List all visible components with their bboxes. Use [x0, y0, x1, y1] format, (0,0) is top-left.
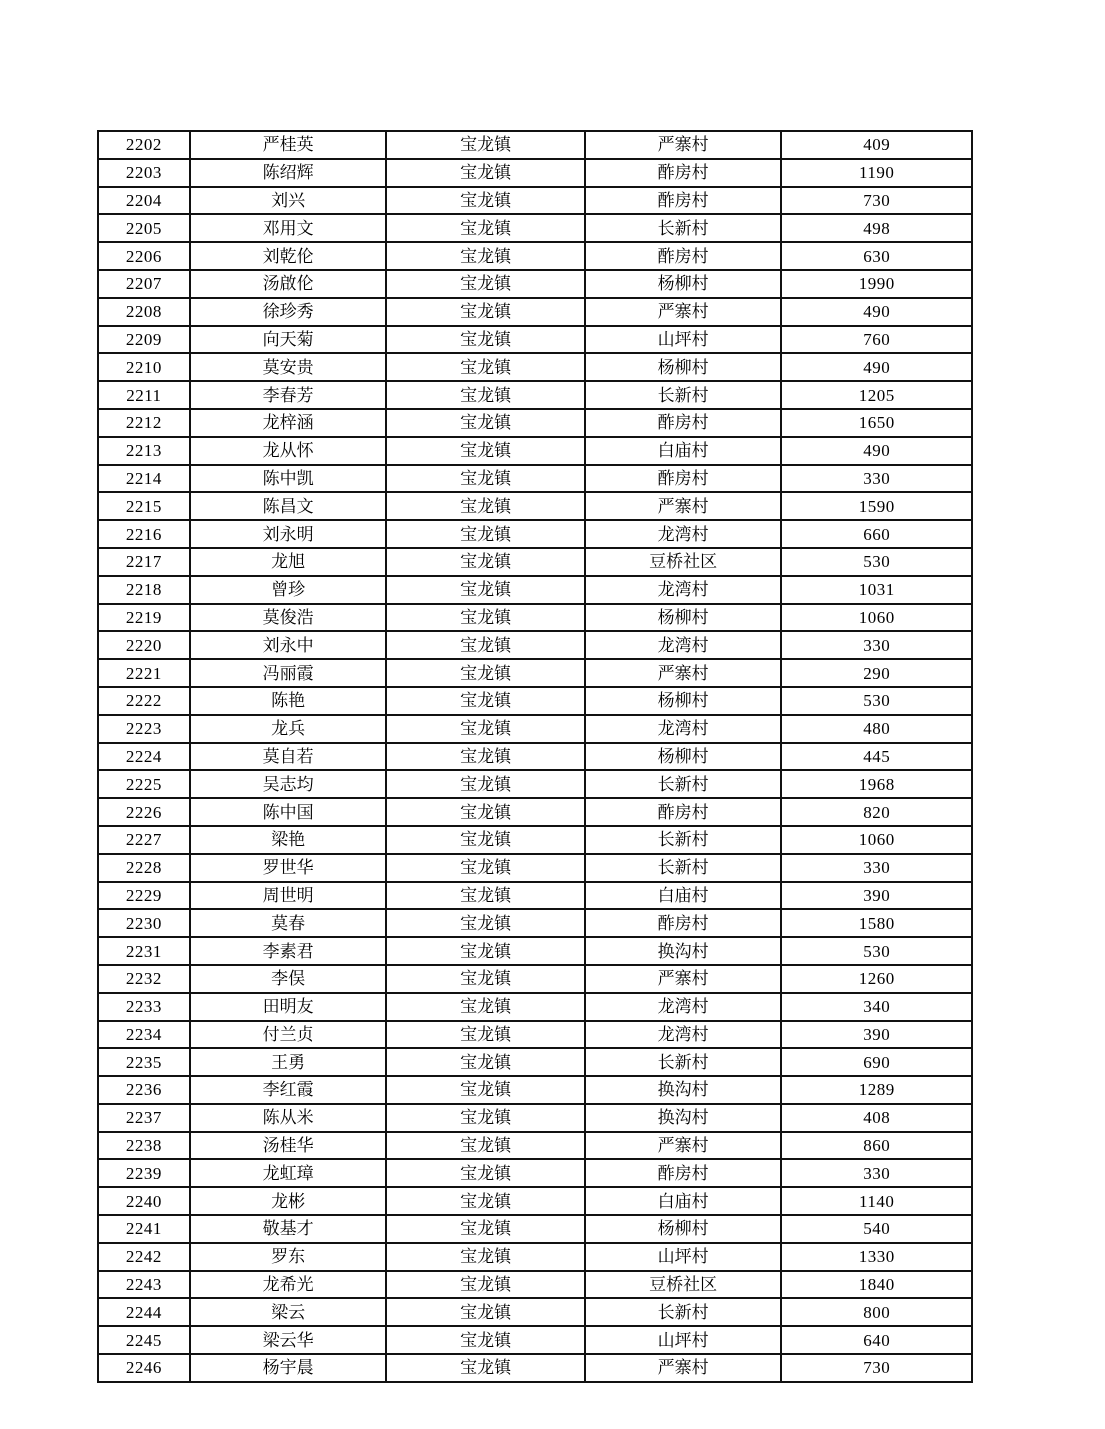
- cell-amount: 409: [781, 131, 972, 159]
- cell-amount: 860: [781, 1132, 972, 1160]
- table-row: [98, 687, 972, 715]
- cell-serial-number: 2236: [98, 1076, 190, 1104]
- cell-town-name: 宝龙镇: [386, 1048, 584, 1076]
- cell-serial-number: 2240: [98, 1187, 190, 1215]
- cell-person-name: 邓用文: [190, 214, 387, 242]
- cell-serial-number: 2234: [98, 1021, 190, 1049]
- table-row: [98, 381, 972, 409]
- cell-amount: 330: [781, 465, 972, 493]
- cell-amount: 408: [781, 1104, 972, 1132]
- cell-serial-number: 2203: [98, 159, 190, 187]
- table-row: [98, 1187, 972, 1215]
- cell-town-name: 宝龙镇: [386, 381, 584, 409]
- cell-village-name: 严寨村: [585, 659, 782, 687]
- cell-town-name: 宝龙镇: [386, 743, 584, 771]
- cell-amount: 660: [781, 520, 972, 548]
- cell-serial-number: 2212: [98, 409, 190, 437]
- cell-town-name: 宝龙镇: [386, 1271, 584, 1299]
- cell-village-name: 山坪村: [585, 1243, 782, 1271]
- cell-amount: 290: [781, 659, 972, 687]
- cell-town-name: 宝龙镇: [386, 548, 584, 576]
- cell-town-name: 宝龙镇: [386, 1132, 584, 1160]
- cell-person-name: 徐珍秀: [190, 298, 387, 326]
- table-row: [98, 159, 972, 187]
- cell-serial-number: 2214: [98, 465, 190, 493]
- table-row: [98, 909, 972, 937]
- cell-amount: 330: [781, 1159, 972, 1187]
- cell-village-name: 酢房村: [585, 409, 782, 437]
- cell-serial-number: 2244: [98, 1298, 190, 1326]
- cell-amount: 1205: [781, 381, 972, 409]
- cell-amount: 1580: [781, 909, 972, 937]
- cell-village-name: 白庙村: [585, 437, 782, 465]
- table-row: [98, 1048, 972, 1076]
- cell-serial-number: 2218: [98, 576, 190, 604]
- cell-person-name: 李红霞: [190, 1076, 387, 1104]
- cell-person-name: 李俣: [190, 965, 387, 993]
- cell-village-name: 白庙村: [585, 882, 782, 910]
- cell-town-name: 宝龙镇: [386, 409, 584, 437]
- table-row: [98, 187, 972, 215]
- cell-village-name: 酢房村: [585, 465, 782, 493]
- cell-person-name: 罗世华: [190, 854, 387, 882]
- table-row: [98, 715, 972, 743]
- cell-village-name: 杨柳村: [585, 687, 782, 715]
- cell-town-name: 宝龙镇: [386, 715, 584, 743]
- cell-person-name: 陈中国: [190, 798, 387, 826]
- cell-amount: 1060: [781, 826, 972, 854]
- cell-person-name: 陈从米: [190, 1104, 387, 1132]
- table-row: [98, 548, 972, 576]
- cell-town-name: 宝龙镇: [386, 1354, 584, 1382]
- cell-person-name: 王勇: [190, 1048, 387, 1076]
- cell-serial-number: 2243: [98, 1271, 190, 1299]
- cell-person-name: 梁云: [190, 1298, 387, 1326]
- cell-village-name: 豆桥社区: [585, 548, 782, 576]
- cell-person-name: 梁艳: [190, 826, 387, 854]
- cell-village-name: 龙湾村: [585, 576, 782, 604]
- cell-amount: 820: [781, 798, 972, 826]
- cell-amount: 640: [781, 1326, 972, 1354]
- table-row: [98, 465, 972, 493]
- cell-serial-number: 2205: [98, 214, 190, 242]
- cell-person-name: 刘兴: [190, 187, 387, 215]
- cell-town-name: 宝龙镇: [386, 826, 584, 854]
- cell-village-name: 长新村: [585, 826, 782, 854]
- cell-village-name: 杨柳村: [585, 604, 782, 632]
- cell-town-name: 宝龙镇: [386, 131, 584, 159]
- cell-village-name: 杨柳村: [585, 743, 782, 771]
- cell-amount: 498: [781, 214, 972, 242]
- cell-amount: 530: [781, 687, 972, 715]
- cell-town-name: 宝龙镇: [386, 854, 584, 882]
- cell-serial-number: 2202: [98, 131, 190, 159]
- cell-village-name: 严寨村: [585, 131, 782, 159]
- cell-serial-number: 2217: [98, 548, 190, 576]
- cell-serial-number: 2246: [98, 1354, 190, 1382]
- cell-town-name: 宝龙镇: [386, 465, 584, 493]
- cell-serial-number: 2238: [98, 1132, 190, 1160]
- table-row: [98, 1159, 972, 1187]
- table-row: [98, 965, 972, 993]
- table-row: [98, 937, 972, 965]
- table-row: [98, 1354, 972, 1382]
- table-row: [98, 1298, 972, 1326]
- cell-village-name: 酢房村: [585, 159, 782, 187]
- cell-person-name: 莫安贵: [190, 353, 387, 381]
- cell-serial-number: 2241: [98, 1215, 190, 1243]
- cell-amount: 1330: [781, 1243, 972, 1271]
- cell-amount: 630: [781, 242, 972, 270]
- cell-village-name: 龙湾村: [585, 1021, 782, 1049]
- cell-town-name: 宝龙镇: [386, 1076, 584, 1104]
- cell-amount: 690: [781, 1048, 972, 1076]
- cell-amount: 330: [781, 854, 972, 882]
- cell-person-name: 龙旭: [190, 548, 387, 576]
- cell-town-name: 宝龙镇: [386, 214, 584, 242]
- cell-person-name: 罗东: [190, 1243, 387, 1271]
- cell-person-name: 向天菊: [190, 326, 387, 354]
- cell-serial-number: 2230: [98, 909, 190, 937]
- table-row: [98, 1076, 972, 1104]
- cell-person-name: 杨宇晨: [190, 1354, 387, 1382]
- cell-town-name: 宝龙镇: [386, 1298, 584, 1326]
- cell-serial-number: 2219: [98, 604, 190, 632]
- table-row: [98, 1104, 972, 1132]
- cell-village-name: 酢房村: [585, 187, 782, 215]
- cell-village-name: 换沟村: [585, 1076, 782, 1104]
- cell-amount: 540: [781, 1215, 972, 1243]
- cell-person-name: 陈艳: [190, 687, 387, 715]
- cell-town-name: 宝龙镇: [386, 770, 584, 798]
- cell-village-name: 龙湾村: [585, 631, 782, 659]
- table-row: [98, 631, 972, 659]
- cell-village-name: 龙湾村: [585, 993, 782, 1021]
- cell-town-name: 宝龙镇: [386, 1215, 584, 1243]
- cell-village-name: 龙湾村: [585, 715, 782, 743]
- cell-village-name: 严寨村: [585, 492, 782, 520]
- table-row: [98, 409, 972, 437]
- cell-person-name: 莫俊浩: [190, 604, 387, 632]
- cell-amount: 490: [781, 298, 972, 326]
- cell-serial-number: 2233: [98, 993, 190, 1021]
- table-row: [98, 1021, 972, 1049]
- cell-person-name: 李春芳: [190, 381, 387, 409]
- cell-person-name: 汤啟伦: [190, 270, 387, 298]
- table-row: [98, 770, 972, 798]
- cell-town-name: 宝龙镇: [386, 159, 584, 187]
- cell-town-name: 宝龙镇: [386, 187, 584, 215]
- cell-amount: 330: [781, 631, 972, 659]
- cell-serial-number: 2216: [98, 520, 190, 548]
- cell-village-name: 山坪村: [585, 326, 782, 354]
- table-row: [98, 298, 972, 326]
- cell-person-name: 冯丽霞: [190, 659, 387, 687]
- cell-person-name: 龙虹璋: [190, 1159, 387, 1187]
- cell-amount: 390: [781, 882, 972, 910]
- cell-town-name: 宝龙镇: [386, 242, 584, 270]
- cell-amount: 390: [781, 1021, 972, 1049]
- cell-amount: 1840: [781, 1271, 972, 1299]
- cell-serial-number: 2232: [98, 965, 190, 993]
- cell-amount: 1650: [781, 409, 972, 437]
- cell-person-name: 周世明: [190, 882, 387, 910]
- cell-amount: 1060: [781, 604, 972, 632]
- table-row: [98, 659, 972, 687]
- cell-amount: 1590: [781, 492, 972, 520]
- cell-person-name: 汤桂华: [190, 1132, 387, 1160]
- cell-town-name: 宝龙镇: [386, 492, 584, 520]
- cell-town-name: 宝龙镇: [386, 1159, 584, 1187]
- cell-serial-number: 2245: [98, 1326, 190, 1354]
- cell-amount: 730: [781, 1354, 972, 1382]
- cell-town-name: 宝龙镇: [386, 326, 584, 354]
- cell-town-name: 宝龙镇: [386, 437, 584, 465]
- cell-serial-number: 2224: [98, 743, 190, 771]
- cell-serial-number: 2227: [98, 826, 190, 854]
- table-row: [98, 353, 972, 381]
- cell-person-name: 陈中凯: [190, 465, 387, 493]
- cell-person-name: 龙彬: [190, 1187, 387, 1215]
- cell-village-name: 杨柳村: [585, 270, 782, 298]
- cell-village-name: 杨柳村: [585, 1215, 782, 1243]
- cell-town-name: 宝龙镇: [386, 576, 584, 604]
- cell-village-name: 山坪村: [585, 1326, 782, 1354]
- cell-person-name: 严桂英: [190, 131, 387, 159]
- cell-village-name: 酢房村: [585, 242, 782, 270]
- cell-amount: 490: [781, 353, 972, 381]
- cell-serial-number: 2208: [98, 298, 190, 326]
- cell-serial-number: 2211: [98, 381, 190, 409]
- cell-person-name: 田明友: [190, 993, 387, 1021]
- cell-person-name: 莫春: [190, 909, 387, 937]
- cell-person-name: 龙从怀: [190, 437, 387, 465]
- table-row: [98, 604, 972, 632]
- cell-village-name: 杨柳村: [585, 353, 782, 381]
- cell-person-name: 付兰贞: [190, 1021, 387, 1049]
- table-row: [98, 1271, 972, 1299]
- cell-amount: 530: [781, 937, 972, 965]
- cell-serial-number: 2206: [98, 242, 190, 270]
- cell-serial-number: 2235: [98, 1048, 190, 1076]
- cell-town-name: 宝龙镇: [386, 270, 584, 298]
- cell-town-name: 宝龙镇: [386, 882, 584, 910]
- table-row: [98, 520, 972, 548]
- cell-amount: 1190: [781, 159, 972, 187]
- table-row: [98, 1326, 972, 1354]
- cell-town-name: 宝龙镇: [386, 687, 584, 715]
- cell-village-name: 酢房村: [585, 909, 782, 937]
- cell-town-name: 宝龙镇: [386, 937, 584, 965]
- cell-amount: 730: [781, 187, 972, 215]
- cell-village-name: 严寨村: [585, 1354, 782, 1382]
- cell-serial-number: 2237: [98, 1104, 190, 1132]
- cell-serial-number: 2221: [98, 659, 190, 687]
- cell-amount: 1289: [781, 1076, 972, 1104]
- cell-town-name: 宝龙镇: [386, 1187, 584, 1215]
- cell-amount: 1260: [781, 965, 972, 993]
- cell-serial-number: 2209: [98, 326, 190, 354]
- cell-person-name: 莫自若: [190, 743, 387, 771]
- cell-village-name: 长新村: [585, 214, 782, 242]
- cell-serial-number: 2222: [98, 687, 190, 715]
- cell-town-name: 宝龙镇: [386, 631, 584, 659]
- cell-village-name: 龙湾村: [585, 520, 782, 548]
- cell-person-name: 龙希光: [190, 1271, 387, 1299]
- cell-person-name: 梁云华: [190, 1326, 387, 1354]
- cell-amount: 1140: [781, 1187, 972, 1215]
- table-row: [98, 1215, 972, 1243]
- cell-serial-number: 2239: [98, 1159, 190, 1187]
- cell-serial-number: 2225: [98, 770, 190, 798]
- table-row: [98, 1243, 972, 1271]
- cell-person-name: 龙梓涵: [190, 409, 387, 437]
- cell-amount: 1968: [781, 770, 972, 798]
- cell-village-name: 长新村: [585, 854, 782, 882]
- cell-amount: 445: [781, 743, 972, 771]
- cell-person-name: 陈昌文: [190, 492, 387, 520]
- cell-person-name: 刘永明: [190, 520, 387, 548]
- cell-amount: 530: [781, 548, 972, 576]
- cell-person-name: 龙兵: [190, 715, 387, 743]
- cell-town-name: 宝龙镇: [386, 798, 584, 826]
- cell-person-name: 李素君: [190, 937, 387, 965]
- table-row: [98, 798, 972, 826]
- table-row: [98, 214, 972, 242]
- cell-serial-number: 2220: [98, 631, 190, 659]
- table-row: [98, 1132, 972, 1160]
- cell-amount: 490: [781, 437, 972, 465]
- cell-amount: 800: [781, 1298, 972, 1326]
- cell-serial-number: 2215: [98, 492, 190, 520]
- cell-town-name: 宝龙镇: [386, 1021, 584, 1049]
- cell-village-name: 换沟村: [585, 1104, 782, 1132]
- cell-village-name: 长新村: [585, 1048, 782, 1076]
- cell-amount: 1990: [781, 270, 972, 298]
- cell-serial-number: 2226: [98, 798, 190, 826]
- cell-town-name: 宝龙镇: [386, 298, 584, 326]
- table-row: [98, 882, 972, 910]
- cell-village-name: 严寨村: [585, 965, 782, 993]
- cell-serial-number: 2213: [98, 437, 190, 465]
- cell-amount: 1031: [781, 576, 972, 604]
- table-row: [98, 437, 972, 465]
- cell-village-name: 酢房村: [585, 1159, 782, 1187]
- cell-amount: 760: [781, 326, 972, 354]
- cell-village-name: 长新村: [585, 770, 782, 798]
- table-row: [98, 492, 972, 520]
- cell-village-name: 严寨村: [585, 1132, 782, 1160]
- table-row: [98, 242, 972, 270]
- cell-person-name: 吴志均: [190, 770, 387, 798]
- cell-serial-number: 2207: [98, 270, 190, 298]
- table-row: [98, 576, 972, 604]
- table-row: [98, 826, 972, 854]
- table-row: [98, 270, 972, 298]
- cell-amount: 340: [781, 993, 972, 1021]
- roster-table: [97, 130, 973, 1383]
- cell-town-name: 宝龙镇: [386, 965, 584, 993]
- cell-village-name: 豆桥社区: [585, 1271, 782, 1299]
- table-row: [98, 993, 972, 1021]
- cell-person-name: 曾珍: [190, 576, 387, 604]
- table-row: [98, 326, 972, 354]
- cell-serial-number: 2228: [98, 854, 190, 882]
- cell-person-name: 敬基才: [190, 1215, 387, 1243]
- cell-village-name: 严寨村: [585, 298, 782, 326]
- table-row: [98, 743, 972, 771]
- cell-town-name: 宝龙镇: [386, 993, 584, 1021]
- cell-village-name: 长新村: [585, 1298, 782, 1326]
- cell-serial-number: 2204: [98, 187, 190, 215]
- cell-village-name: 换沟村: [585, 937, 782, 965]
- cell-person-name: 刘永中: [190, 631, 387, 659]
- cell-amount: 480: [781, 715, 972, 743]
- cell-village-name: 长新村: [585, 381, 782, 409]
- cell-town-name: 宝龙镇: [386, 1326, 584, 1354]
- cell-town-name: 宝龙镇: [386, 353, 584, 381]
- cell-town-name: 宝龙镇: [386, 520, 584, 548]
- cell-serial-number: 2242: [98, 1243, 190, 1271]
- cell-person-name: 陈绍辉: [190, 159, 387, 187]
- cell-town-name: 宝龙镇: [386, 909, 584, 937]
- cell-serial-number: 2231: [98, 937, 190, 965]
- cell-town-name: 宝龙镇: [386, 604, 584, 632]
- cell-person-name: 刘乾伦: [190, 242, 387, 270]
- cell-town-name: 宝龙镇: [386, 1243, 584, 1271]
- cell-village-name: 白庙村: [585, 1187, 782, 1215]
- cell-town-name: 宝龙镇: [386, 659, 584, 687]
- cell-village-name: 酢房村: [585, 798, 782, 826]
- table-row: [98, 854, 972, 882]
- cell-serial-number: 2229: [98, 882, 190, 910]
- cell-serial-number: 2223: [98, 715, 190, 743]
- cell-town-name: 宝龙镇: [386, 1104, 584, 1132]
- table-row: [98, 131, 972, 159]
- cell-serial-number: 2210: [98, 353, 190, 381]
